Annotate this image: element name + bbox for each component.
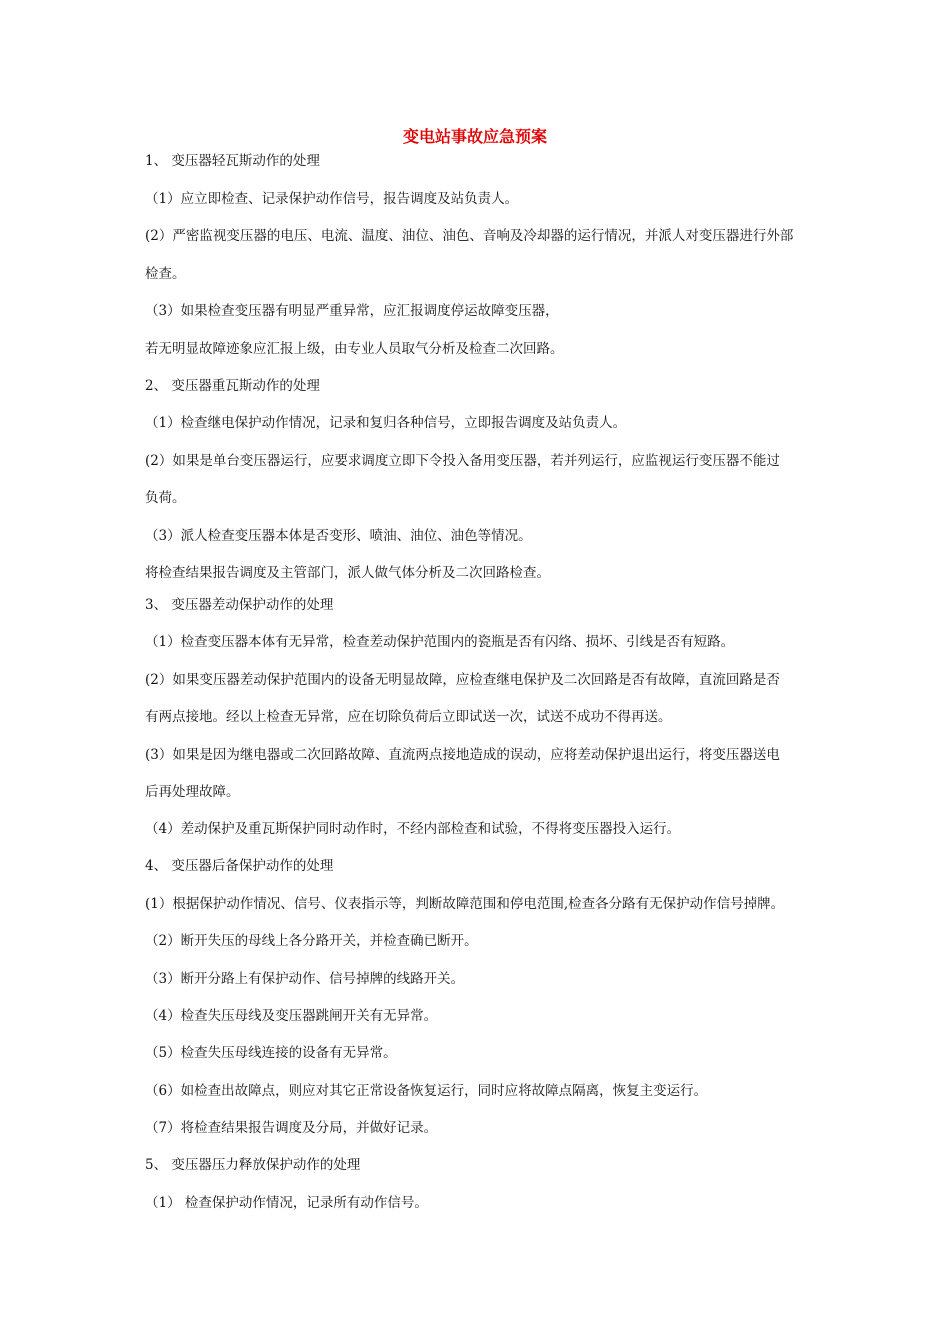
section-heading-4: 4、 变压器后备保护动作的处理 [145,858,334,874]
section-heading-2: 2、 变压器重瓦斯动作的处理 [145,378,320,394]
section-heading-1: 1、 变压器轻瓦斯动作的处理 [145,153,320,169]
paragraph-line: （3）断开分路上有保护动作、信号掉牌的线路开关。 [145,971,465,987]
paragraph-line: (3）如果是因为继电器或二次回路故障、直流两点接地造成的误动，应将差动保护退出运行，将变压器送电 [145,747,780,763]
paragraph-line: （1）检查变压器本体有无异常，检查差动保护范围内的瓷瓶是否有闪络、损坏、引线是否有短路。 [145,634,735,650]
paragraph-line: 检查。 [145,266,186,282]
paragraph-line: （1） 检查保护动作情况，记录所有动作信号。 [145,1195,428,1211]
paragraph-line: 后再处理故障。 [145,784,240,800]
paragraph-line: （3）派人检查变压器本体是否变形、喷油、油位、油色等情况。 [145,528,532,544]
paragraph-line: （1）应立即检查、记录保护动作信号，报告调度及站负责人。 [145,191,519,207]
paragraph-line: 若无明显故障迹象应汇报上级，由专业人员取气分析及检查二次回路。 [145,341,564,357]
paragraph-line: 负荷。 [145,490,186,506]
paragraph-line: (1）根据保护动作情况、信号、仪表指示等，判断故障范围和停电范围,检查各分路有无保护动作信号掉牌。 [145,896,785,912]
paragraph-line: （4）差动保护及重瓦斯保护同时动作时，不经内部检查和试验，不得将变压器投入运行。 [145,821,681,837]
section-heading-3: 3、 变压器差动保护动作的处理 [145,597,334,613]
paragraph-line: (2）严密监视变压器的电压、电流、温度、油位、油色、音响及冷却器的运行情况，并派人对变压器进行外部 [145,228,794,244]
section-heading-5: 5、 变压器压力释放保护动作的处理 [145,1157,361,1173]
document-title: 变电站事故应急预案 [402,127,547,146]
paragraph-line: 有两点接地。经以上检查无异常，应在切除负荷后立即试送一次，试送不成功不得再送。 [145,709,672,725]
paragraph-line: 将检查结果报告调度及主管部门，派人做气体分析及二次回路检查。 [145,565,550,581]
paragraph-line: (2）如果是单台变压器运行，应要求调度立即下令投入备用变压器，若并列运行，应监视运行变压器不能过 [145,453,780,469]
paragraph-line: （6）如检查出故障点，则应对其它正常设备恢复运行，同时应将故障点隔离，恢复主变运行。 [145,1083,708,1099]
paragraph-line: （5）检查失压母线连接的设备有无异常。 [145,1045,397,1061]
paragraph-line: （4）检查失压母线及变压器跳闸开关有无异常。 [145,1008,438,1024]
paragraph-line: （2）断开失压的母线上各分路开关，并检查确已断开。 [145,933,478,949]
paragraph-line: (2）如果变压器差动保护范围内的设备无明显故障，应检查继电保护及二次回路是否有故障，直流回路是否 [145,672,780,688]
paragraph-line: （3）如果检查变压器有明显严重异常，应汇报调度停运故障变压器， [145,303,559,319]
paragraph-line: （7）将检查结果报告调度及分局，并做好记录。 [145,1120,438,1136]
paragraph-line: （1）检查继电保护动作情况，记录和复归各种信号，立即报告调度及站负责人。 [145,415,627,431]
